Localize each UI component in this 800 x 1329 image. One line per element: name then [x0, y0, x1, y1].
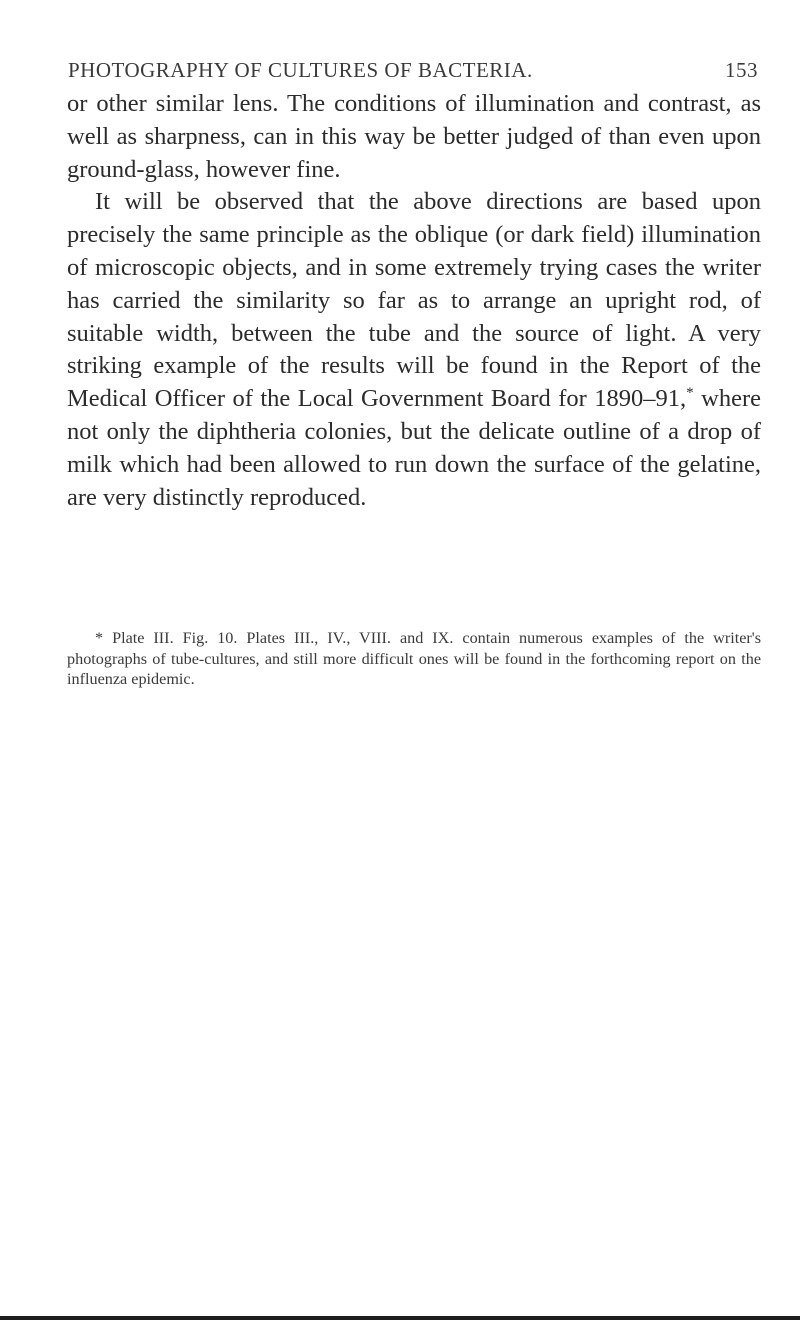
footnote-marker: *: [95, 629, 104, 647]
paragraph-text-after-reference: where not only the diphtheria colonies, but the delicate outline of a drop of milk which had been allowed to run down the surface of the gelatine, are very distinctly reproduced.: [67, 385, 761, 511]
footnote-reference: *: [686, 385, 694, 402]
paragraph-text-before-reference: It will be observed that the above directions are based upon precisely the same principle as the oblique (or dark field) illumination of microscopic objects, and in some extremely trying cases the writer has carried the similarity so far as to arrange an upright rod, of suitable width, between the tube and the source of light. A very striking example of the results will be found in the Report of the Medical Officer of the Local Government Board for 1890–91,: [67, 188, 761, 413]
paragraph-continued: or other similar lens. The conditions of illumination and contrast, as well as sharpness, can in this way be better judged of than even upon ground-glass, however fine.: [67, 90, 761, 183]
page-number: 153: [725, 58, 758, 82]
footnote-text: Plate III. Fig. 10. Plates III., IV., VIII. and IX. contain numerous examples of the writer's photographs of tube-cultures, and still more difficult ones will be found in the forthcoming report on the influenza epidemic.: [67, 629, 761, 688]
main-text: [67, 88, 761, 514]
paragraph-directions: [67, 186, 761, 514]
footnote-paragraph: [67, 628, 761, 690]
running-header: [68, 58, 758, 90]
running-title: PHOTOGRAPHY OF CULTURES OF BACTERIA.: [68, 58, 533, 82]
footnote: [67, 628, 761, 690]
scan-edge-line: [0, 1316, 800, 1320]
